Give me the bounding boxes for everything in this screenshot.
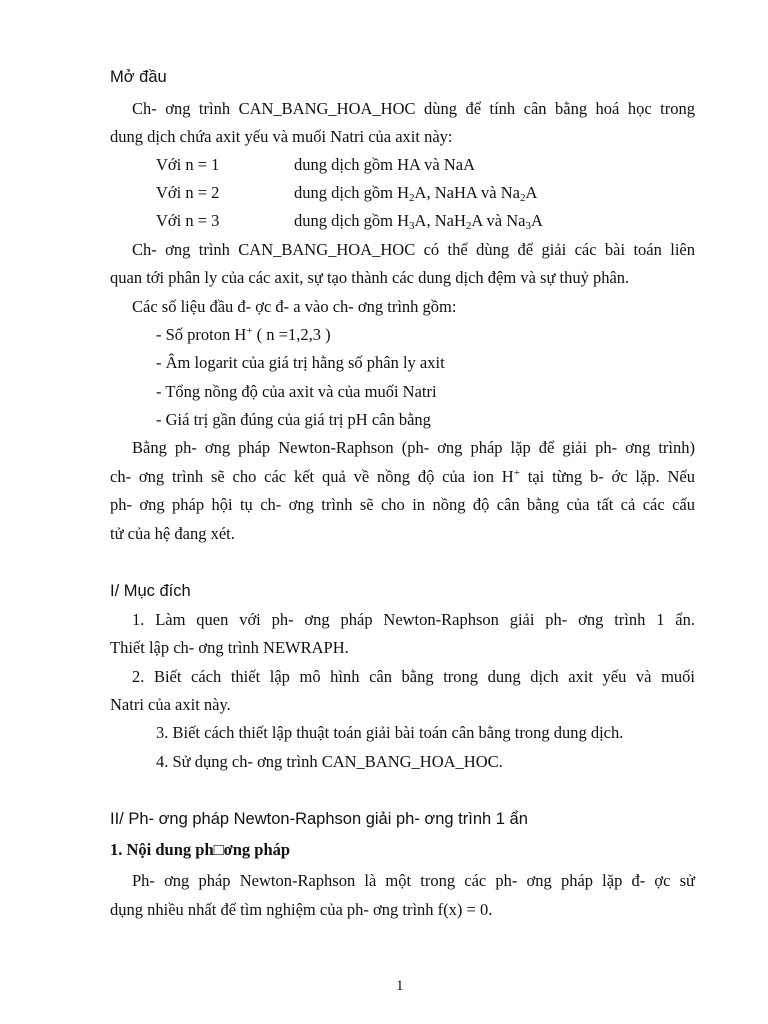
intro-paragraph-4-line-3: ph- ơng pháp hội tụ ch- ơng trình sẽ cho in nồng độ cân bằng của tất cả các cấu [110,495,695,514]
goal-1-line-1: 1. Làm quen với ph- ơng pháp Newton-Raphson giải ph- ơng trình 1 ẩn. [132,610,695,629]
page-number: 1 [396,978,404,994]
case-n3 [156,211,543,232]
section-2-subheading: 1. Nội dung ph□ơng pháp [110,840,291,859]
section-2-heading: II/ Ph- ơng pháp Newton-Raphson giải ph- ơng trình 1 ẩn [110,810,528,828]
intro-paragraph-3: Các số liệu đầu đ- ợc đ- a vào ch- ơng trình gồm: [132,297,457,316]
section-2-paragraph-line-2: dụng nhiều nhất để tìm nghiệm của ph- ơng trình f(x) = 0. [110,900,493,919]
goal-2-line-2: Natri của axit này. [110,695,231,714]
goal-1-line-2: Thiết lập ch- ơng trình NEWRAPH. [110,638,349,657]
intro-paragraph-2-line-1: Ch- ơng trình CAN_BANG_HOA_HOC có thể dùng để giải các bài toán liên [132,240,695,259]
intro-paragraph-1-line-1: Ch- ơng trình CAN_BANG_HOA_HOC dùng để tính cân bằng hoá học trong [132,99,695,118]
case-n1 [156,155,476,175]
case-label: Với n = 3 [156,211,220,230]
section-2-paragraph-line-1: Ph- ơng pháp Newton-Raphson là một trong các ph- ơng pháp lặp đ- ợc sử [132,871,695,890]
section-1-heading: I/ Mục đích [110,582,191,600]
goal-4: 4. Sử dụng ch- ơng trình CAN_BANG_HOA_HOC. [156,752,503,771]
case-description: dung dịch gồm HA và NaA [294,155,476,174]
case-description: dung dịch gồm $H_2A$, NaHA và $Na_2A$ [294,183,538,204]
input-item-3: - Tổng nồng độ của axit và của muối Natri [156,382,437,401]
goal-2-line-1: 2. Biết cách thiết lập mô hình cân bằng trong dung dịch axit yếu và muối [132,667,695,686]
intro-heading: Mở đầu [110,68,167,86]
intro-paragraph-1-line-2: dung dịch chứa axit yếu và muối Natri của axit này: [110,127,453,146]
case-description: dung dịch gồm $H_3A$, NaH$_2$A và $Na_3A$ [294,211,543,232]
case-label: Với n = 2 [156,183,220,202]
intro-paragraph-4-line-2: ch- ơng trình sẽ cho các kết quả về nồng độ của ion H+ tại từng b- ớc lặp. Nếu [110,467,695,486]
input-item-4: - Giá trị gần đúng của giá trị pH cân bằng [156,410,431,429]
intro-paragraph-4-line-1: Bằng ph- ơng pháp Newton-Raphson (ph- ơng pháp lặp để giải ph- ơng trình) [132,438,695,457]
goal-3: 3. Biết cách thiết lập thuật toán giải bài toán cân bằng trong dung dịch. [156,723,624,742]
intro-paragraph-4-line-4: tử của hệ đang xét. [110,524,235,543]
intro-paragraph-2-line-2: quan tới phân ly của các axit, sự tạo thành các dung dịch đệm và sự thuỷ phân. [110,268,630,287]
input-item-2: - Âm logarit của giá trị hằng số phân ly axit [156,353,445,372]
case-n2 [156,183,538,204]
case-label: Với n = 1 [156,155,220,174]
input-item-1: - Số proton H+ ( n =1,2,3 ) [156,325,331,344]
